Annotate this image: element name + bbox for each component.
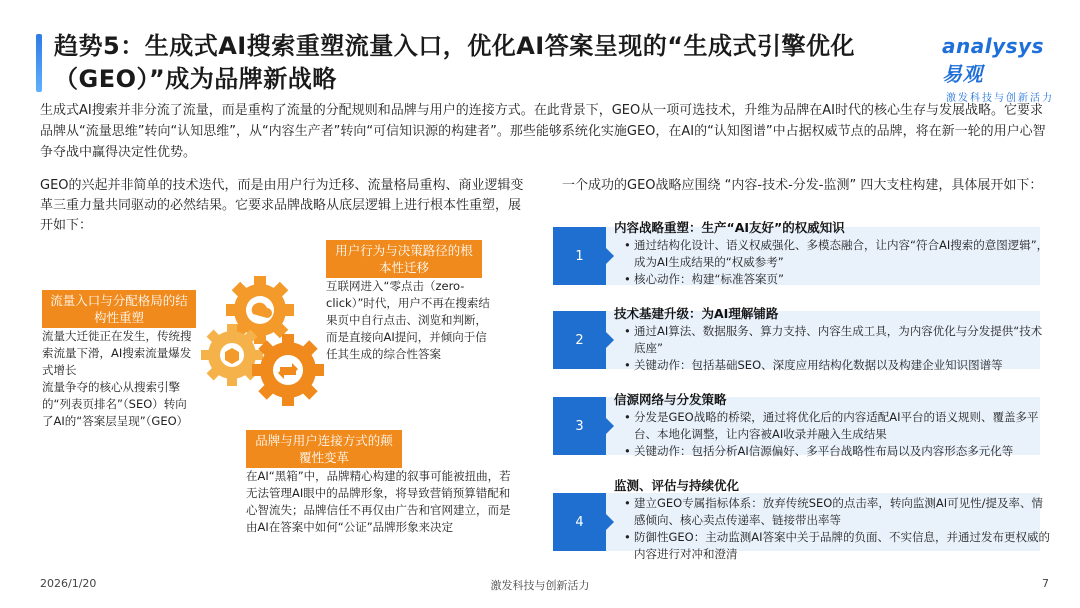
brand-connection-heading: 品牌与用户连接方式的颠覆性变革 <box>246 430 402 468</box>
pillar-2-title: 技术基建升级：为AI理解铺路 <box>614 306 779 321</box>
user-behavior-text: 互联网进入“零点击（zero-click）”时代，用户不再在搜索结果页中自行点击、浏览和判断，而是直接向AI提问，并倾向于信任其生成的综合性答案 <box>326 279 490 361</box>
user-behavior-heading: 用户行为与决策路径的根本性迁移 <box>326 240 482 278</box>
pillar-3-title: 信源网络与分发策略 <box>614 392 727 407</box>
gears-illustration <box>200 270 340 420</box>
pillar-1 <box>614 219 1050 288</box>
pillar-1-bullet: • 核心动作：构建“标准答案页” <box>624 271 1050 288</box>
pillar-3 <box>614 391 1050 460</box>
gear-right-icon <box>252 334 324 406</box>
left-paragraph: GEO的兴起并非简单的技术迭代，而是由用户行为迁移、流量格局重构、商业逻辑变革三重力量共同驱动的必然结果。它要求品牌战略从底层逻辑上进行根本性重塑，展开如下： <box>40 178 524 233</box>
pillar-1-bullet: • 通过结构化设计、语义权威强化、多模态融合，让内容“符合AI搜索的意图逻辑”，成为AI生成结果的“权威参考” <box>624 237 1050 271</box>
traffic-heading: 流量入口与分配格局的结构性重塑 <box>42 290 196 328</box>
logo-tagline: 激发科技与创新活力 <box>946 93 1054 104</box>
logo-name: analysys 易观 <box>942 34 1044 86</box>
pillar-4-number: 4 <box>553 493 606 551</box>
gear-left-icon <box>201 324 263 386</box>
pillar-2-bullet: • 通过AI算法、数据服务、算力支持、内容生成工具，为内容优化与分发提供“技术底座” <box>624 323 1050 357</box>
footer-date: 2026/1/20 <box>40 577 97 590</box>
pillar-4-title: 监测、评估与持续优化 <box>614 478 740 493</box>
footer-tagline: 激发科技与创新活力 <box>490 579 590 592</box>
brand-logo <box>942 34 1062 104</box>
pillar-4-bullet: • 建立GEO专属指标体系：放弃传统SEO的点击率，转向监测AI可见性/提及率、情感倾向、核心卖点传递率、链接带出率等 <box>624 495 1050 529</box>
pillar-3-number: 3 <box>553 397 606 455</box>
pillar-2-bullet: • 关键动作：包括基础SEO、深度应用结构化数据以及构建企业知识图谱等 <box>624 357 1050 374</box>
pillar-4-bullet: • 防御性GEO：主动监测AI答案中关于品牌的负面、不实信息，并通过发布更权威的内容进行对冲和澄清 <box>624 529 1050 563</box>
pillar-2-number: 2 <box>553 311 606 369</box>
title-accent-bar <box>36 34 42 92</box>
page-title: 趋势5：生成式AI搜索重塑流量入口，优化AI答案呈现的“生成式引擎优化（GEO）”成为品牌新战略 <box>54 32 855 93</box>
pillar-3-bullet: • 关键动作：包括分析AI信源偏好、多平台战略性布局以及内容形态多元化等 <box>624 443 1050 460</box>
intro-paragraph: 生成式AI搜索并非分流了流量，而是重构了流量的分配规则和品牌与用户的连接方式。在此背景下，GEO从一项可选技术，升维为品牌在AI时代的核心生存与发展战略。它要求品牌从“流量思维”转向“认知思维”，从“内容生产者”转向“可信知识源的构建者”。那些能够系统化实施GEO，在AI的“认知图谱”中占据权威节点的品牌，将在新一轮的用户心智争夺战中赢得决定性优势。 <box>40 103 1046 160</box>
pillar-3-bullet: • 分发是GEO战略的桥梁，通过将优化后的内容适配AI平台的语义规则、覆盖多平台、本地化调整，让内容被AI收录并融入生成结果 <box>624 409 1050 443</box>
page-number: 7 <box>1042 577 1049 590</box>
pillar-1-number: 1 <box>553 227 606 285</box>
pillar-2 <box>614 305 1050 374</box>
traffic-text: 流量大迁徙正在发生，传统搜索流量下滑，AI搜索流量爆发式增长 流量争夺的核心从搜索引擎的“列表页排名”（SEO）转向了AI的“答案层呈现”（GEO） <box>42 329 192 428</box>
brand-connection-text: 在AI“黑箱”中，品牌精心构建的叙事可能被扭曲，若无法管理AI眼中的品牌形象，将导致营销预算错配和心智流失；品牌信任不再仅由广告和官网建立，而是由AI在答案中如何“公证”品牌形象来决定 <box>246 469 511 534</box>
pillar-1-title: 内容战略重塑：生产“AI友好”的权威知识 <box>614 220 845 235</box>
pillar-4 <box>614 477 1050 563</box>
right-intro-paragraph: 一个成功的GEO战略应围绕 “内容-技术-分发-监测” 四大支柱构建，具体展开如下： <box>562 178 1043 193</box>
